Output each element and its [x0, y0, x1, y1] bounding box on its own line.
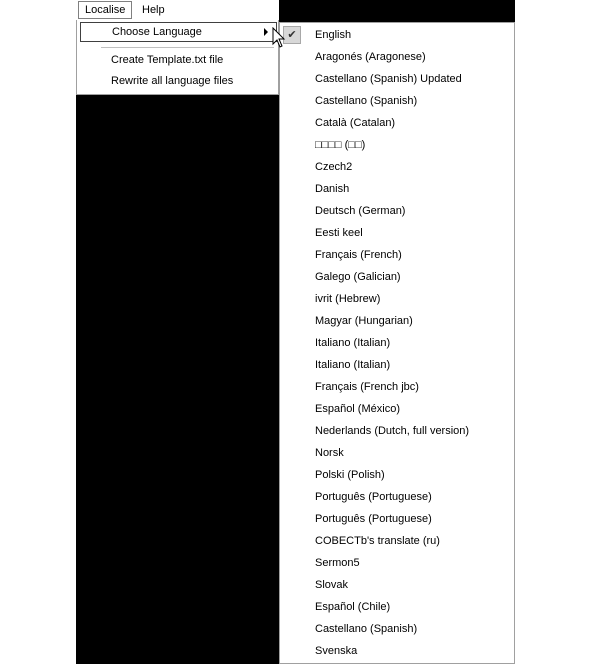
- language-label: Norsk: [315, 447, 344, 459]
- language-item[interactable]: [280, 134, 514, 156]
- menu-localise[interactable]: Localise: [78, 1, 132, 19]
- language-item[interactable]: [280, 420, 514, 442]
- menu-separator: [101, 47, 274, 48]
- check-icon: ✔: [283, 26, 301, 44]
- submenu-arrow-icon: [264, 28, 268, 36]
- language-label: Castellano (Spanish): [315, 95, 418, 107]
- language-label: Magyar (Hungarian): [315, 315, 413, 327]
- language-label: Português (Portuguese): [315, 491, 432, 503]
- language-label: Slovak: [315, 579, 349, 591]
- language-item[interactable]: [280, 288, 514, 310]
- language-item[interactable]: [280, 574, 514, 596]
- language-label: □□□□ (□□): [315, 139, 366, 151]
- language-item[interactable]: [280, 398, 514, 420]
- language-item[interactable]: [280, 596, 514, 618]
- language-label: Italiano (Italian): [315, 337, 391, 349]
- language-item[interactable]: [280, 112, 514, 134]
- language-label: Português (Portuguese): [315, 513, 432, 525]
- language-item[interactable]: [280, 310, 514, 332]
- language-label: Nederlands (Dutch, full version): [315, 425, 470, 437]
- language-item[interactable]: [280, 332, 514, 354]
- language-label: Eesti keel: [315, 227, 363, 239]
- language-item[interactable]: [280, 200, 514, 222]
- language-item[interactable]: [280, 552, 514, 574]
- language-label: Deutsch (German): [315, 205, 406, 217]
- rewrite-language-files-item[interactable]: Rewrite all language files: [111, 75, 234, 87]
- language-item[interactable]: [280, 46, 514, 68]
- language-label: English: [315, 29, 352, 41]
- language-label: Aragonés (Aragonese): [315, 51, 426, 63]
- language-item[interactable]: [280, 354, 514, 376]
- language-label: Galego (Galician): [315, 271, 401, 283]
- mouse-cursor-icon: [272, 27, 286, 49]
- menu-help[interactable]: Help: [142, 4, 165, 16]
- language-item[interactable]: [280, 464, 514, 486]
- language-label: Castellano (Spanish) Updated: [315, 73, 462, 85]
- language-item[interactable]: [280, 640, 514, 662]
- language-item[interactable]: [280, 376, 514, 398]
- language-label: Svenska: [315, 645, 358, 657]
- choose-language-label: Choose Language: [112, 26, 202, 38]
- language-label: Italiano (Italian): [315, 359, 391, 371]
- language-label: Français (French): [315, 249, 402, 261]
- language-label: Español (México): [315, 403, 400, 415]
- language-item[interactable]: [280, 24, 514, 46]
- language-item[interactable]: [280, 486, 514, 508]
- choose-language-item[interactable]: [80, 22, 277, 42]
- language-item[interactable]: [280, 68, 514, 90]
- language-label: Danish: [315, 183, 350, 195]
- localise-dropdown: [76, 20, 279, 95]
- language-item[interactable]: [280, 244, 514, 266]
- language-label: ivrit (Hebrew): [315, 293, 381, 305]
- language-label: Castellano (Spanish): [315, 623, 418, 635]
- language-item[interactable]: [280, 222, 514, 244]
- language-submenu: [279, 22, 515, 664]
- language-label: Polski (Polish): [315, 469, 385, 481]
- language-label: Sermon5: [315, 557, 360, 569]
- language-label: Català (Catalan): [315, 117, 396, 129]
- language-item[interactable]: [280, 266, 514, 288]
- language-item[interactable]: [280, 618, 514, 640]
- create-template-item[interactable]: Create Template.txt file: [111, 54, 224, 66]
- language-item[interactable]: [280, 530, 514, 552]
- menu-bar: [76, 0, 279, 21]
- language-label: Français (French jbc): [315, 381, 419, 393]
- language-item[interactable]: [280, 442, 514, 464]
- language-item[interactable]: [280, 178, 514, 200]
- language-label: Czech2: [315, 161, 353, 173]
- language-item[interactable]: [280, 508, 514, 530]
- language-label: COBECTb's translate (ru): [315, 535, 440, 547]
- language-label: Español (Chile): [315, 601, 391, 613]
- language-item[interactable]: [280, 156, 514, 178]
- language-item[interactable]: [280, 90, 514, 112]
